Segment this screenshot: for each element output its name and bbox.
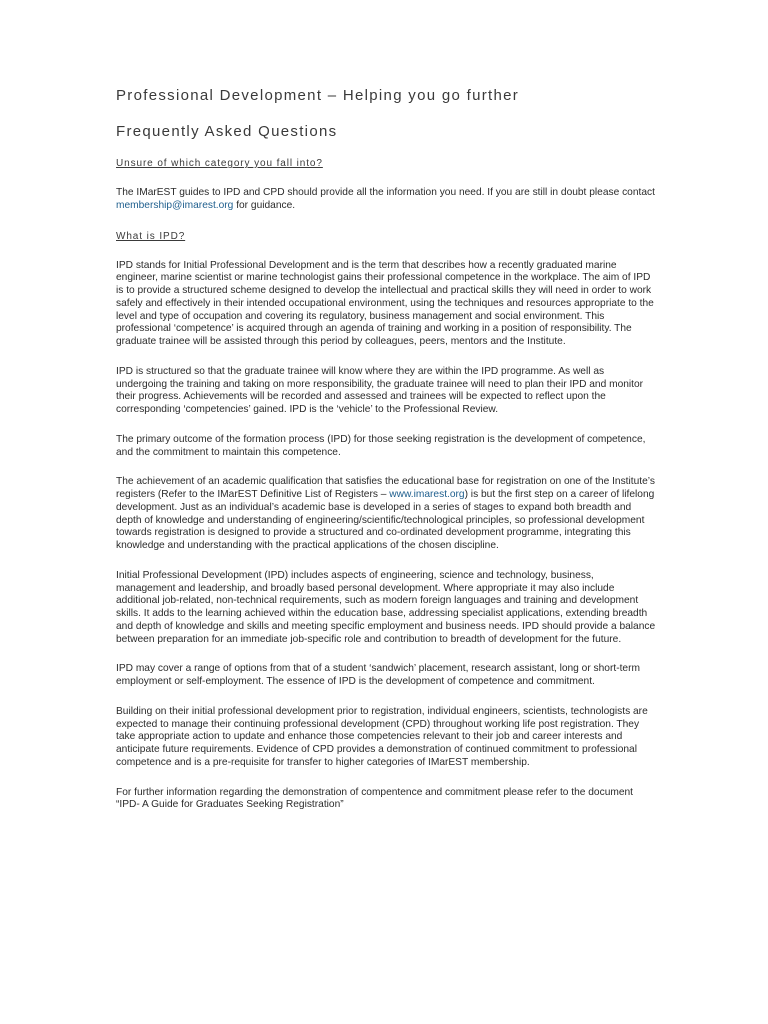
- question-category: Unsure of which category you fall into?: [116, 158, 323, 169]
- page-title: Professional Development – Helping you go further: [116, 87, 520, 104]
- document-content: [116, 86, 656, 812]
- answer-category: [116, 187, 656, 213]
- answer-text-end: for guidance.: [233, 199, 296, 211]
- paragraph-text-end: ) is but the first step on a career of lifelong development. Just as an individual’s academic base is developed in a series of stages to expand both breadth and depth of knowledge and understanding of engineering/scientific/technological principles, so professional development towards registration is designed to provide a structured and co-ordinated development programme, integrating this knowledge and understanding with the practical applications of the chosen discipline.: [116, 489, 655, 551]
- membership-email-link[interactable]: membership@imarest.org: [116, 199, 234, 211]
- question-what-is-ipd: What is IPD?: [116, 230, 186, 242]
- paragraph-ipd-definition: IPD stands for Initial Professional Development and is the term that describes how a recently graduated marine engineer, marine scientist or marine technologist gains their professional competence in the workplace. The aim of IPD is to provide a structured scheme designed to develop the intellectual and practical skills they will need in order to work safely and effectively in their intended occupational environment, using the techniques and resources appropriate to the level and type of occupation and covering its regulatory, business management and social environment. This professional ‘competence’ is acquired through an agenda of training and working in a position of responsibility. The graduate trainee will be assisted through this period by colleagues, peers, mentors and the Institute.: [116, 259, 654, 347]
- paragraph-academic-qualification: [116, 476, 656, 553]
- faq-heading: Frequently Asked Questions: [116, 123, 338, 140]
- paragraph-primary-outcome: The primary outcome of the formation process (IPD) for those seeking registration is the development of competence, and the commitment to maintain this competence.: [116, 433, 646, 458]
- paragraph-text-start: The achievement of an academic qualification that satisfies the educational base for registration on one of the Institute’s registers (Refer to the IMarEST Definitive List of Registers –: [116, 476, 655, 500]
- paragraph-ipd-options: IPD may cover a range of options from that of a student ‘sandwich’ placement, research assistant, long or short-term employment or self-employment. The essence of IPD is the development of competence and commitment.: [116, 663, 640, 687]
- paragraph-ipd-includes: Initial Professional Development (IPD) includes aspects of engineering, science and technology, business, management and leadership, and broadly based personal development. Where appropriate it may also include additional job-related, non-technical requirements, such as modern foreign languages and training and development skills. It adds to the learning achieved within the education base, addressing specialist applications, extending breadth and depth of knowledge and skills and meeting specific employment and business needs. IPD should provide a balance between preparation for an immediate job-specific role and contribution to breadth of development for the future.: [116, 569, 656, 645]
- paragraph-further-info: For further information regarding the demonstration of compentence and commitment please refer to the document “IPD- A Guide for Graduates Seeking Registration”: [116, 786, 634, 811]
- paragraph-ipd-structure: IPD is structured so that the graduate trainee will know where they are within the IPD programme. As well as undergoing the training and taking on more responsibility, the graduate trainee will need to plan their IPD and monitor their progress. Achievements will be recorded and assessed and trainees will be expected to reflect upon the corresponding ‘competencies’ gained. IPD is the ‘vehicle’ to the Professional Review.: [116, 365, 644, 415]
- paragraph-cpd: Building on their initial professional development prior to registration, individual engineers, scientists, technologists are expected to manage their continuing professional development (CPD) throughout working life post registration. They take appropriate action to update and enhance those competencies relevant to their job and career interests and anticipate future requirements. Evidence of CPD provides a demonstration of continued commitment to professional competence and is a pre-requisite for transfer to higher categories of IMarEST membership.: [116, 705, 648, 768]
- answer-text-start: The IMarEST guides to IPD and CPD should provide all the information you need. If you are still in doubt please contact: [116, 187, 655, 198]
- imarest-website-link[interactable]: www.imarest.org: [389, 489, 465, 500]
